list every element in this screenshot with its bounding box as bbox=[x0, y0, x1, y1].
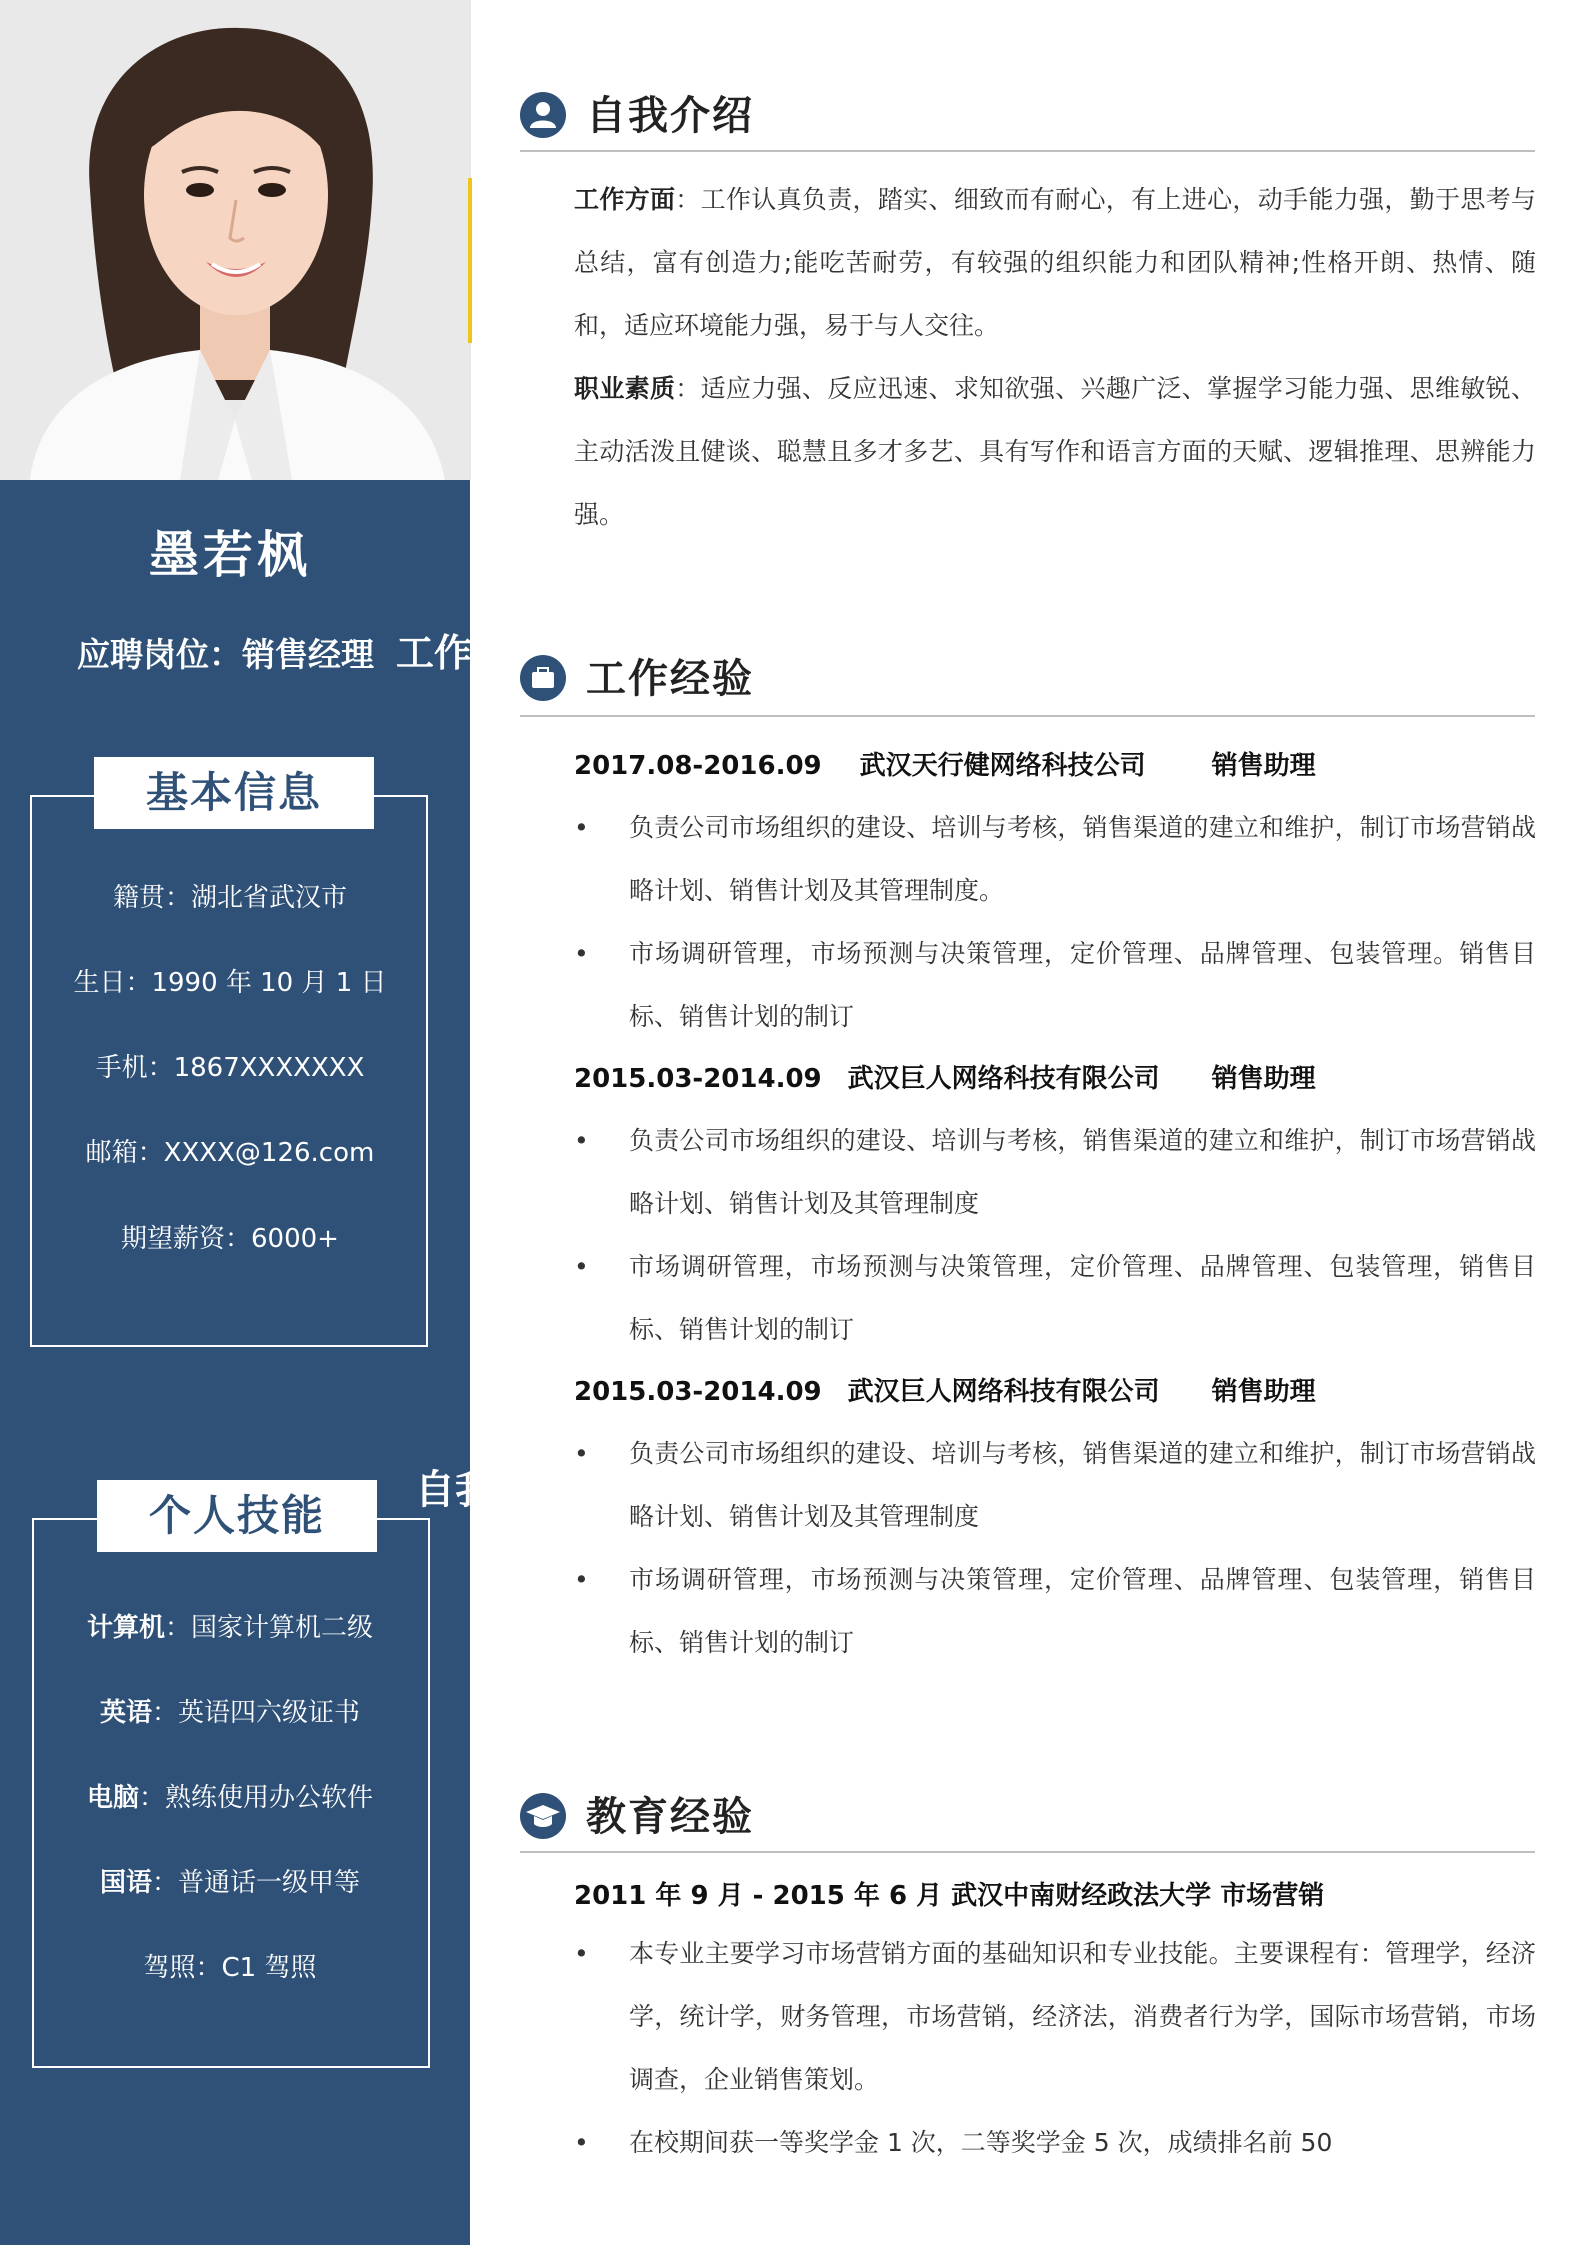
education-rule bbox=[520, 1851, 1535, 1853]
skill-computer bbox=[0, 1607, 460, 1644]
bullet-mark: • bbox=[574, 2128, 589, 2157]
skill-value: ：英语四六级证书 bbox=[152, 1698, 361, 1728]
skill-value: 驾照：C1 驾照 bbox=[143, 1953, 317, 1983]
bullet-text: 负责公司市场组织的建设、培训与考核，销售渠道的建立和维护，制订市场营销战略计划、销售计划及其管理制度。 bbox=[629, 813, 1536, 905]
job-date: 2017.08-2016.09 bbox=[574, 751, 822, 781]
skills-title: 个人技能 bbox=[97, 1480, 377, 1552]
bullet-text: 市场调研管理，市场预测与决策管理，定价管理、品牌管理、包装管理，销售目标、销售计划的制订 bbox=[629, 1252, 1536, 1344]
work-text: ：工作认真负责，踏实、细致而有耐心，有上进心，动手能力强，勤于思考与总结，富有创造力;能吃苦耐劳，有较强的组织能力和团队精神;性格开朗、热情、随和，适应环境能力强，易于与人交往。 bbox=[574, 185, 1536, 340]
job-date: 2015.03-2014.09 bbox=[574, 1064, 822, 1094]
job-bullet bbox=[574, 796, 1536, 922]
job-role: 销售助理 bbox=[1211, 1064, 1316, 1094]
job-company: 武汉巨人网络科技有限公司 bbox=[847, 1064, 1160, 1094]
position-text: 应聘岗位：销售经理 bbox=[77, 635, 374, 674]
bullet-mark: • bbox=[574, 1252, 589, 1281]
info-salary: 期望薪资：6000+ bbox=[121, 1224, 339, 1254]
candidate-name: 墨若枫 bbox=[149, 526, 311, 584]
person-icon bbox=[520, 92, 566, 138]
job-company: 武汉巨人网络科技有限公司 bbox=[847, 1377, 1160, 1407]
job-role: 销售助理 bbox=[1211, 1377, 1316, 1407]
basic-info-title: 基本信息 bbox=[94, 757, 374, 829]
skill-label: 国语 bbox=[99, 1868, 152, 1898]
bullet-mark: • bbox=[574, 1126, 589, 1155]
bullet-text: 市场调研管理，市场预测与决策管理，定价管理、品牌管理、包装管理，销售目标、销售计划的制订 bbox=[629, 1565, 1536, 1657]
education-header: 2011 年 9 月 - 2015 年 6 月 武汉中南财经政法大学 市场营销 bbox=[574, 1881, 1325, 1911]
job-date: 2015.03-2014.09 bbox=[574, 1377, 822, 1407]
education-bullet bbox=[574, 2111, 1536, 2174]
skill-pc bbox=[0, 1777, 460, 1814]
bullet-mark: • bbox=[574, 813, 589, 842]
skill-value: ：普通话一级甲等 bbox=[152, 1868, 361, 1898]
skill-english bbox=[0, 1692, 460, 1729]
skill-value: ：熟练使用办公软件 bbox=[139, 1783, 374, 1813]
work-rule bbox=[520, 715, 1535, 717]
info-phone: 手机：1867XXXXXXX bbox=[95, 1053, 365, 1083]
job-header bbox=[574, 1371, 1316, 1408]
education-title: 教育经验 bbox=[586, 1794, 754, 1840]
education-bullet bbox=[574, 1922, 1536, 2111]
work-label: 工作方面 bbox=[574, 185, 676, 214]
bullet-mark: • bbox=[574, 939, 589, 968]
position-overflow-text: 工作 bbox=[396, 631, 473, 675]
bullet-text: 负责公司市场组织的建设、培训与考核，销售渠道的建立和维护，制订市场营销战略计划、销售计划及其管理制度 bbox=[629, 1126, 1536, 1218]
portrait-illustration bbox=[0, 0, 470, 480]
intro-quality-paragraph bbox=[574, 357, 1536, 546]
graduation-cap-icon bbox=[520, 1793, 566, 1839]
applied-position bbox=[77, 622, 472, 677]
skill-label: 电脑 bbox=[86, 1783, 139, 1813]
job-company: 武汉天行健网络科技公司 bbox=[859, 751, 1146, 781]
quality-text: ：适应力强、反应迅速、求知欲强、兴趣广泛、掌握学习能力强、思维敏锐、主动活泼且健谈、聪慧且多才多艺、具有写作和语言方面的天赋、逻辑推理、思辨能力强。 bbox=[574, 374, 1536, 529]
bullet-mark: • bbox=[574, 1939, 589, 1968]
info-email: 邮箱：XXXX@126.com bbox=[85, 1138, 375, 1168]
overflow-text: 自我 bbox=[415, 1467, 495, 1513]
skill-value: ：国家计算机二级 bbox=[165, 1613, 374, 1643]
work-title: 工作经验 bbox=[586, 656, 754, 702]
job-header bbox=[574, 745, 1316, 782]
briefcase-icon bbox=[520, 655, 566, 701]
bullet-mark: • bbox=[574, 1439, 589, 1468]
job-bullet bbox=[574, 1235, 1536, 1361]
job-bullet bbox=[574, 1548, 1536, 1674]
bullet-text: 市场调研管理，市场预测与决策管理，定价管理、品牌管理、包装管理。销售目标、销售计划的制订 bbox=[629, 939, 1536, 1031]
job-bullet bbox=[574, 1422, 1536, 1548]
bullet-mark: • bbox=[574, 1565, 589, 1594]
job-role: 销售助理 bbox=[1211, 751, 1316, 781]
info-hometown: 籍贯：湖北省武汉市 bbox=[112, 883, 347, 913]
accent-bar bbox=[468, 178, 472, 343]
job-bullet bbox=[574, 922, 1536, 1048]
intro-work-paragraph bbox=[574, 168, 1536, 357]
bullet-text: 负责公司市场组织的建设、培训与考核，销售渠道的建立和维护，制订市场营销战略计划、销售计划及其管理制度 bbox=[629, 1439, 1536, 1531]
job-header bbox=[574, 1058, 1316, 1095]
intro-title: 自我介绍 bbox=[586, 93, 754, 139]
intro-rule bbox=[520, 150, 1535, 152]
skill-license bbox=[0, 1947, 460, 1984]
job-bullet bbox=[574, 1109, 1536, 1235]
skill-mandarin bbox=[0, 1862, 460, 1899]
bullet-text: 在校期间获一等奖学金 1 次，二等奖学金 5 次，成绩排名前 50 bbox=[629, 2128, 1333, 2157]
sidebar bbox=[0, 0, 495, 2245]
info-birthday: 生日：1990 年 10 月 1 日 bbox=[73, 968, 387, 998]
skill-label: 英语 bbox=[99, 1698, 152, 1728]
bullet-text: 本专业主要学习市场营销方面的基础知识和专业技能。主要课程有：管理学，经济学，统计学，财务管理，市场营销，经济法，消费者行为学，国际市场营销，市场调查，企业销售策划。 bbox=[629, 1939, 1536, 2094]
quality-label: 职业素质 bbox=[574, 374, 676, 403]
profile-photo bbox=[0, 0, 470, 480]
skill-label: 计算机 bbox=[86, 1613, 165, 1643]
